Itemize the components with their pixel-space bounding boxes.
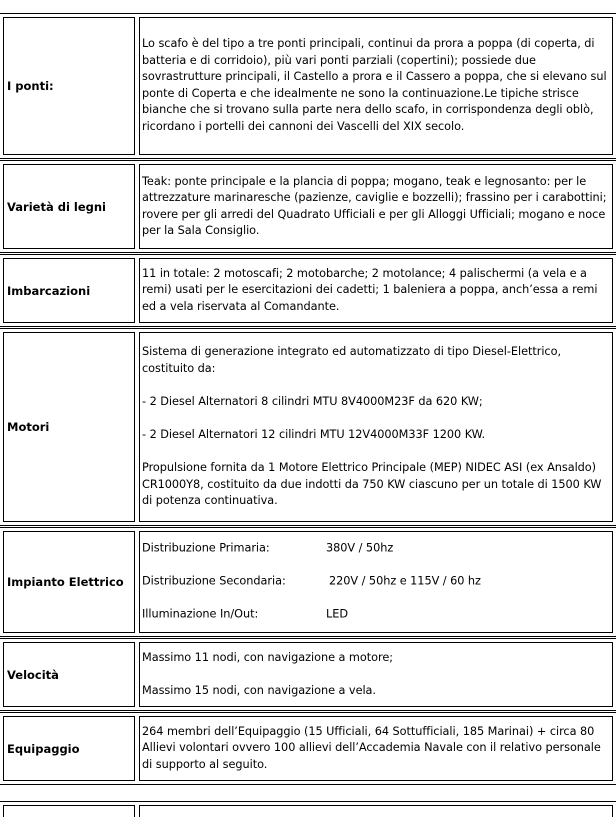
row-label-cell bbox=[3, 258, 135, 323]
row-description bbox=[142, 173, 608, 239]
spec-value: LED bbox=[326, 607, 348, 621]
spec-line bbox=[142, 541, 608, 558]
row-label: Varietà di legni bbox=[7, 199, 106, 214]
description-paragraph: Lo scafo è del tipo a tre ponti principali, continui da prora a poppa (di coperta, di batteria e di corridoio), più vari ponti parziali (copertini); possiede due sovrastrutture principali, il Castello a prora e il Cassero a poppa, che si elevano sul ponte di Coperta e che idealmente ne sono la continuazione.Le tipiche strisce bianche che si trovano sulla parte nera dello scafo, in corrispondenza degli oblò, ricordano i portelli dei cannoni dei Vascelli del XIX secolo. bbox=[142, 37, 607, 134]
description-paragraph: Propulsione fornita da 1 Motore Elettrico Principale (MEP) NIDEC ASI (ex Ansaldo) CR1000Y8, costituito da due indotti da 750 KW ciascuno per un totale di 1500 KW di potenza continuativa. bbox=[142, 461, 602, 508]
description-paragraph: - 2 Diesel Alternatori 12 cilindri MTU 12V4000M33F 1200 KW. bbox=[142, 428, 486, 441]
row-label-cell bbox=[3, 17, 135, 155]
row-description-cell bbox=[139, 164, 613, 249]
row-description-cell bbox=[139, 332, 613, 522]
table-row bbox=[0, 712, 616, 785]
row-label-cell bbox=[3, 716, 135, 781]
description-paragraph: 11 in totale: 2 motoscafi; 2 motobarche; 2 motolance; 4 palischermi (a vela e a remi) usati per le esercitazioni dei cadetti; 1 baleniera a poppa, anch’essa a remi ed a vela riservata al Comandante. bbox=[142, 266, 598, 313]
description-paragraph: Massimo 15 nodi, con navigazione a vela. bbox=[142, 683, 376, 697]
table-row bbox=[0, 527, 616, 637]
spec-key: Distribuzione Secondaria: bbox=[142, 574, 286, 588]
row-label: Equipaggio bbox=[7, 741, 80, 756]
description-paragraph: Massimo 11 nodi, con navigazione a motore; bbox=[142, 650, 393, 664]
table-row bbox=[0, 160, 616, 253]
row-label: Motori bbox=[7, 420, 50, 434]
row-label-cell bbox=[3, 805, 135, 817]
row-label: I ponti: bbox=[7, 79, 54, 93]
spec-line bbox=[142, 574, 608, 591]
row-description-cell bbox=[139, 642, 613, 707]
spec-key: Illuminazione In/Out: bbox=[142, 607, 259, 621]
row-label: Imbarcazioni bbox=[7, 283, 91, 298]
row-description bbox=[142, 650, 608, 700]
description-paragraph: 264 membri dell’Equipaggio (15 Ufficiali, 64 Sottufficiali, 185 Marinai) + circa 80 Allievi volontari ovvero 100 allievi dell’Accademia Navale con il relativo personale di supporto al seguito. bbox=[142, 724, 601, 771]
row-description bbox=[142, 724, 608, 774]
table-row bbox=[0, 328, 616, 526]
row-description bbox=[142, 36, 608, 136]
row-description-cell bbox=[139, 17, 613, 155]
spec-line bbox=[142, 607, 608, 624]
spec-value: 380V / 50hz bbox=[326, 541, 394, 555]
table-row bbox=[0, 13, 616, 159]
spec-key: Distribuzione Primaria: bbox=[142, 541, 270, 555]
description-paragraph: Sistema di generazione integrato ed automatizzato di tipo Diesel-Elettrico, costituito da: bbox=[142, 345, 561, 375]
row-description-cell bbox=[139, 258, 613, 323]
row-label-cell bbox=[3, 531, 135, 633]
row-label-cell bbox=[3, 332, 135, 522]
row-label-cell bbox=[3, 164, 135, 249]
row-description bbox=[142, 541, 608, 624]
row-label: Impianto Elettrico bbox=[7, 575, 124, 589]
row-description-cell bbox=[139, 805, 613, 817]
row-label: Velocità bbox=[7, 667, 59, 682]
spec-value: 220V / 50hz e 115V / 60 hz bbox=[329, 574, 481, 588]
description-paragraph: - 2 Diesel Alternatori 8 cilindri MTU 8V4000M23F da 620 KW; bbox=[142, 394, 483, 408]
row-description-cell bbox=[139, 716, 613, 781]
table-row-empty bbox=[0, 801, 616, 817]
description-paragraph: Teak: ponte principale e la plancia di poppa; mogano, teak e legnosanto: per le attrezzature marinaresche (pazienze, caviglie e bozzelli); frassino per i carabottini; rovere per gli arredi del Quadrato Ufficiali e per gli Alloggi Ufficiali; mogano e noce per la Sala Consiglio. bbox=[142, 174, 607, 238]
row-label-cell bbox=[3, 642, 135, 707]
table-row bbox=[0, 254, 616, 327]
row-description bbox=[142, 344, 608, 510]
table-row bbox=[0, 638, 616, 711]
row-description-cell bbox=[139, 531, 613, 633]
row-description bbox=[142, 266, 608, 316]
